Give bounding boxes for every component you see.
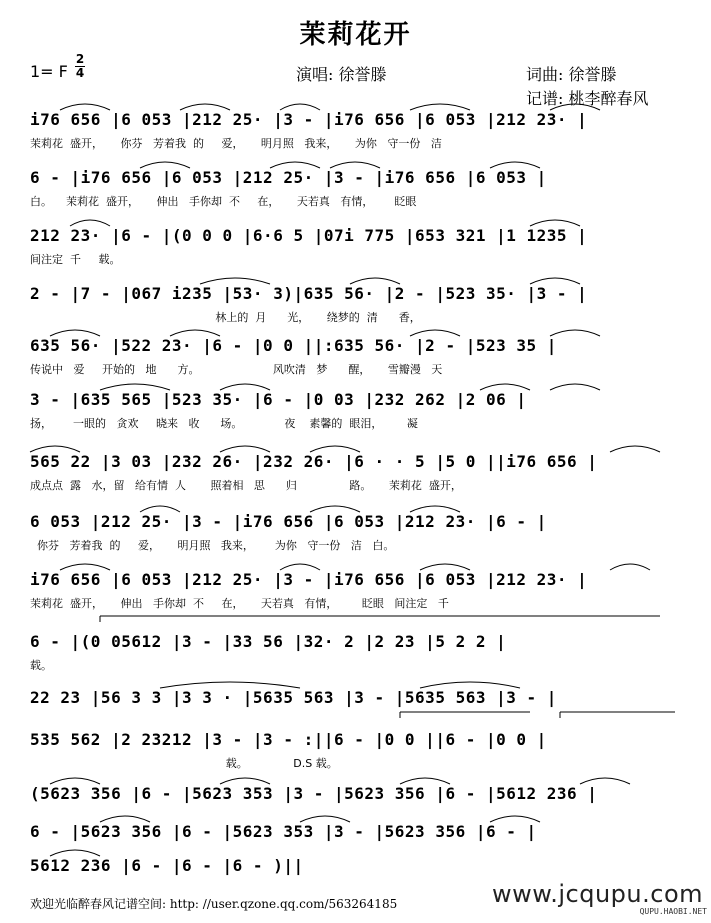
lyrics: 扬， 一眼的 贪欢 晓来 收 场。 夜 素馨的 眼泪， 凝 (30, 417, 418, 430)
lyrics: 传说中 爱 开始的 地 方。 风吹清 梦 醒， 雪瓣漫 天 (30, 363, 443, 376)
notes: 6 - |5623 356 |6 - |5623 353 |3 - |5623 356 |6 - | (30, 822, 537, 841)
notes: 212 23· |6 - |(0 0 0 |6·6 5 |07i 775 |653 321 |1 1235 | (30, 226, 588, 245)
lyrics: 茉莉花 盛开， 你芬 芳着我 的 爱， 明月照 我来， 为你 守一份 洁 (30, 137, 442, 150)
time-signature (75, 54, 85, 79)
watermark-sub: QUPU.HAOBI.NET (639, 907, 707, 916)
notes: 22 23 |56 3 3 |3 3 · |5635 563 |3 - |5635 563 |3 - | (30, 688, 557, 707)
notes: 6 053 |212 25· |3 - |i76 656 |6 053 |212 23· |6 - | (30, 512, 547, 531)
notes: 3 - |635 565 |523 35· |6 - |0 03 |232 262 |2 06 | (30, 390, 527, 409)
notes: 635 56· |522 23· |6 - |0 0 ||:635 56· |2 - |523 35 | (30, 336, 557, 355)
time-top: 2 (75, 52, 85, 66)
notes: (5623 356 |6 - |5623 353 |3 - |5623 356 |6 - |5612 236 | (30, 784, 598, 803)
notes: 2 - |7 - |067 i235 |53· 3)|635 56· |2 - |523 35· |3 - | (30, 284, 588, 303)
notator: 记谱: 桃李醉春风 (526, 89, 649, 108)
notes: i76 656 |6 053 |212 25· |3 - |i76 656 |6 053 |212 23· | (30, 110, 588, 129)
lyrics: 载。 D.S 载。 (30, 757, 338, 770)
watermark-logo: www.jcqupu.com (492, 880, 703, 908)
notes: i76 656 |6 053 |212 25· |3 - |i76 656 |6 053 |212 23· | (30, 570, 588, 589)
footer-credit: 欢迎光临醉春风记谱空间: http: //user.qzone.qq.com/563264185 (30, 897, 398, 911)
lyrics: 载。 (30, 659, 52, 672)
composer: 词曲: 徐誉滕 (526, 65, 617, 84)
notes: 5612 236 |6 - |6 - |6 - )|| (30, 856, 304, 875)
time-bottom: 4 (75, 66, 85, 80)
lyrics: 茉莉花 盛开， 伸出 手你却 不 在， 天若真 有情， 眨眼 间注定 千 (30, 597, 449, 610)
lyrics: 间注定 千 载。 (30, 253, 121, 266)
lyrics: 成点点 露 水，留 给有情 人 照着相 思 归 路。 茉莉花 盛开， (30, 479, 462, 492)
notes: 535 562 |2 23212 |3 - |3 - :||6 - |0 0 ||6 - |0 0 | (30, 730, 547, 749)
lyrics: 林上的 月 光， 绕梦的 清 香， (30, 311, 421, 324)
key-signature: 1= F (30, 62, 68, 81)
lyrics: 你芬 芳着我 的 爱， 明月照 我来， 为你 守一份 洁 白。 (30, 539, 395, 552)
lyrics: 白。 茉莉花 盛开， 伸出 手你却 不 在， 天若真 有情， 眨眼 (30, 195, 417, 208)
notes: 6 - |i76 656 |6 053 |212 25· |3 - |i76 656 |6 053 | (30, 168, 547, 187)
singer: 演唱: 徐誉滕 (296, 65, 387, 84)
page-title: 茉莉花开 (299, 20, 412, 50)
notes: 6 - |(0 05612 |3 - |33 56 |32· 2 |2 23 |5 2 2 | (30, 632, 507, 651)
notes: 565 22 |3 03 |232 26· |232 26· |6 · · 5 |5 0 ||i76 656 | (30, 452, 598, 471)
